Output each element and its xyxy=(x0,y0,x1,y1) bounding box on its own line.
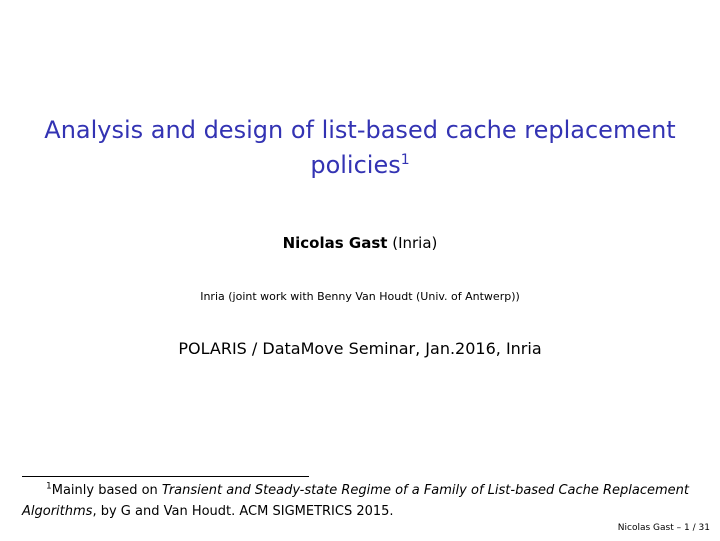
slide-title-text: Analysis and design of list-based cache replacement policies xyxy=(44,116,676,179)
footnote xyxy=(22,480,698,522)
institute-line: Inria (joint work with Benny Van Houdt (Univ. of Antwerp)) xyxy=(200,290,520,303)
slide-title xyxy=(0,113,720,183)
footer-page-number: 1 xyxy=(684,523,690,533)
footer-page-total: 31 xyxy=(698,523,710,533)
footnote-paper-title: Transient and Steady-state Regime of a Family of List-based Cache Replacement Algorithms xyxy=(22,483,690,519)
footnote-rule xyxy=(22,476,309,477)
footnote-prefix: Mainly based on xyxy=(51,483,162,498)
footnote-mark: 1 xyxy=(46,481,52,492)
footer-separator: – xyxy=(676,523,682,533)
author-line xyxy=(0,234,720,252)
author-name: Nicolas Gast xyxy=(282,234,388,252)
footnote-suffix: , by G and Van Houdt. ACM SIGMETRICS 2015. xyxy=(92,504,394,519)
slide-footer xyxy=(618,523,710,533)
author-affiliation: (Inria) xyxy=(392,234,438,252)
event-line: POLARIS / DataMove Seminar, Jan.2016, Inria xyxy=(178,339,542,358)
title-footnote-mark: 1 xyxy=(400,152,410,168)
footer-author: Nicolas Gast xyxy=(617,523,674,533)
footer-page-separator: / xyxy=(692,523,696,533)
